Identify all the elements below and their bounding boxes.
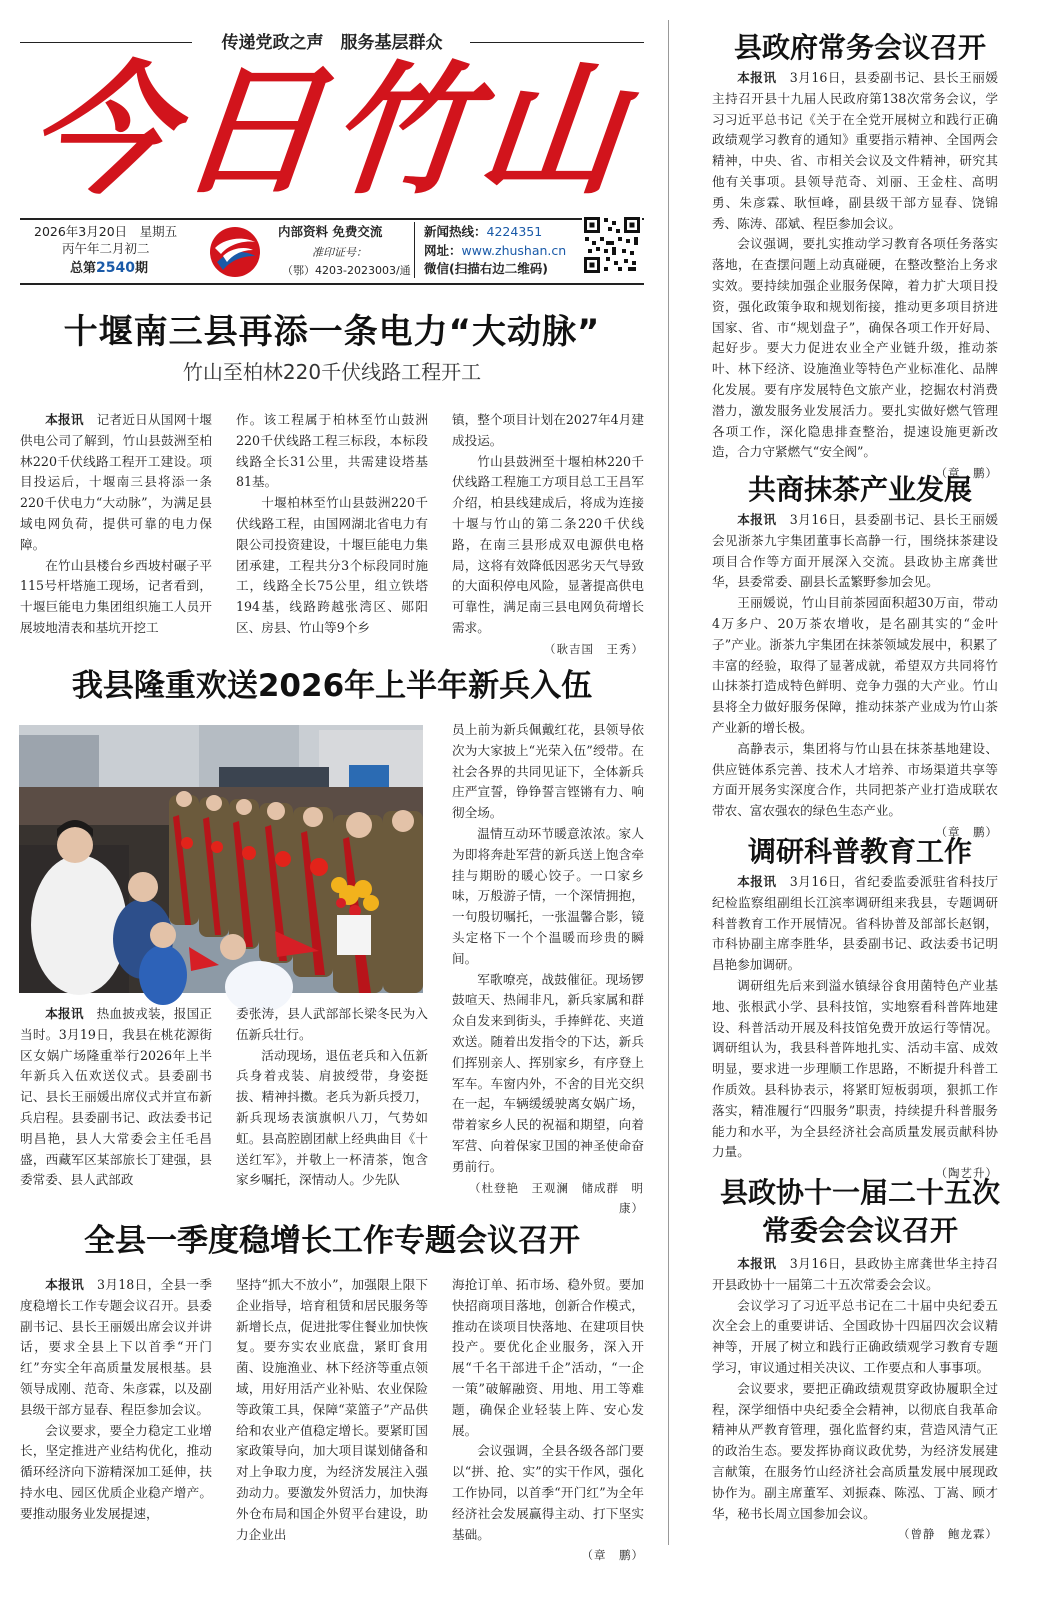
issue-suffix: 期 (134, 261, 148, 276)
masthead-title: 今日竹山 (21, 48, 639, 214)
article1-text-2: 在竹山县楼台乡西坡村碾子平115号杆塔施工现场，记者看到，十堰巨能电力集团组织施工人员开展坡地清表和基坑开挖工 (20, 557, 212, 635)
article3-text-5: 会议强调，全县各级各部门要以“拼、抢、实”的实干作风，强化工作协同，以首季“开门红”为全年经济社会发展赢得主动、打下坚实基础。 (452, 1443, 644, 1542)
article2-byline: （杜登艳 王观澜 储成群 明康） (469, 1180, 644, 1216)
article4-headline: 县政府常务会议召开 (733, 31, 986, 64)
article3-byline: （章 鹏） (581, 1548, 644, 1563)
article2-text-5: 员上前为新兵佩戴红花，县领导依次为大家披上“光荣入伍”绶带。在社会各界的共同见证下，全体新兵庄严宣誓，铮铮誓言铿锵有力、响彻全场。 (452, 722, 644, 821)
article2-column-1 (20, 1004, 212, 1190)
issue-prefix: 总第 (70, 261, 97, 276)
article7-headline-line1: 县政协十一届二十五次 (719, 1176, 1000, 1209)
article1-headline: 十堰南三县再添一条电力“大动脉” (63, 312, 601, 352)
article3-text-2: 会议要求，要全力稳定工业增长，坚定推进产业结构优化，推动循环经济向下游精深加工延伸，扶持水电、园区优质企业稳产增产。要推动服务业发展提速， (20, 1422, 212, 1521)
article6-text-2: 调研组先后来到溢水镇绿谷食用菌特色产业基地、张根武小学、县科技馆，实地察看科普阵地建设、科普活动开展及科技馆免费开放运行等情况。调研组认为，我县科普阵地扎实、活动丰富、成效明显，要求进一步理顺工作思路，不断提升科普工作质效。县科协表示，将紧盯短板弱项，狠抓工作落实，精准履行“四服务”职责，持续提升科普服务能力和水平，为全县经济社会高质量发展贡献科协力量。 (712, 977, 998, 1160)
article1-column-1 (20, 410, 213, 635)
article1-text-5: 镇，整个项目计划在2027年4月建成投运。 (452, 412, 644, 448)
hotline-label: 新闻热线： (424, 224, 487, 239)
article1-column-2 (236, 410, 428, 635)
right-column-divider (668, 20, 669, 1545)
issue-number (70, 260, 148, 277)
article2-column-2 (236, 1004, 428, 1190)
article2-column-3 (452, 720, 644, 1216)
lunar-date: 丙午年二月初二 (62, 241, 150, 256)
hotline-number: 4224351 (486, 224, 543, 239)
article7-text-3: 会议要求，要把正确政绩观贯穿政协履职全过程，深学细悟中央纪委全会精神，以彻底自我革命精神从严教育管理，强化监督约束，营造风清气正的政治生态。要发挥协商议政优势，为经济发展建言献策，在服务竹山经济社会高质量发展中展现政协作为。副主席董军、刘振森、陈泓、丁嵩、顾才华，秘书长周立国参加会议。 (712, 1380, 998, 1521)
permit-label: 准印证号： (312, 246, 367, 259)
article7-headline-line2: 常委会会议召开 (761, 1214, 958, 1247)
issue-date: 2026年3月20日 星期五 (34, 224, 178, 239)
article1-byline: （耿吉国 王秀） (544, 641, 644, 656)
info-top-rule (20, 218, 644, 220)
article4-text-1: 3月16日，县委副书记、县长王丽媛主持召开县十九届人民政府第138次常务会议，学习习近平总书记《关于在全党开展树立和践行正确政绩观学习教育的通知》重要指示精神、全国两会精神，中央、省、市相关会议及文件精神，研究其他有关事项。县领导范奇、刘丽、王金柱、高明勇、朱彦霖、耿恒峰，副县级干部方显春、饶锦秀、陈涛、邵斌、程臣参加会议。 (712, 70, 998, 231)
article5-text-1: 3月16日，县委副书记、县长王丽媛会见浙茶九宇集团董事长高静一行，围绕抹茶建设项目合作等方面开展深入交流。县政协主席龚世华，县委常委、副县长孟繁野参加会见。 (712, 512, 998, 590)
permit-number: （鄂）4203-2023003/通 (282, 264, 411, 277)
article5-text-3: 高静表示，集团将与竹山县在抹茶基地建设、供应链体系完善、技术人才培养、市场渠道共享等方面开展务实深度合作，共同把茶产业打造成联农带农、富农强农的绿色生态产业。 (712, 740, 998, 819)
wechat-note: 微信(扫描右边二维码) (424, 261, 548, 276)
county-emblem-icon (209, 226, 261, 278)
article6-body (712, 872, 998, 1181)
recruits-farewell-photo (19, 725, 423, 993)
article5-lead: 本报讯 (737, 512, 777, 527)
article3-text-3: 坚持“抓大不放小”，加强限上限下企业指导，培育租赁和居民服务等新增长点，促进批零住餐业加快恢复。要夯实农业底盘，紧盯食用菌、设施渔业、林下经济等重点领域，用好用活产业补贴、农业保险等政策工具，保障“菜篮子”产品供给和农业产值稳定增长。要紧盯国家政策导向，加大项目谋划储备和对上争取力度，为经济发展注入强劲动力。要激发外贸活力，加快海外仓布局和国企外贸平台建设，助力企业出 (236, 1277, 428, 1542)
hotline (424, 223, 542, 240)
article1-text-6: 竹山县鼓洲至十堰柏林220千伏线路工程施工方项目总工王昌军介绍，柏县线建成后，将成为连接十堰与竹山的第二条220千伏线路，在南三县形成双电源供电格局，这将有效降低因恶劣天气导致的大面积停电风险，显著提高供电可靠性，满足南三县电网负荷增长需求。 (452, 453, 644, 635)
article1-text-1: 记者近日从国网十堰供电公司了解到，竹山县鼓洲至柏林220千伏线路工程开工建设。项目投运后，十堰南三县将添一条220千伏电力“大动脉”，为满足县域电网负荷，提供可靠的电力保障。 (20, 412, 213, 552)
article3-headline: 全县一季度稳增长工作专题会议召开 (84, 1223, 580, 1259)
article2-text-2: 委张涛，县人武部部长梁冬民为入伍新兵壮行。 (236, 1006, 428, 1042)
article2-headline: 我县隆重欢送2026年上半年新兵入伍 (71, 668, 593, 704)
article1-column-3 (452, 410, 644, 656)
internal-note: 内部资料 免费交流 (278, 224, 383, 239)
article5-headline: 共商抹茶产业发展 (747, 473, 972, 506)
article1-subtitle: 竹山至柏林220千伏线路工程开工 (182, 360, 482, 384)
website (424, 242, 566, 259)
article7-text-1: 3月16日，县政协主席龚世华主持召开县政协十一届第二十五次常委会会议。 (712, 1256, 998, 1292)
article2-text-3: 活动现场，退伍老兵和入伍新兵身着戎装、肩披绶带，身姿挺拔、精神抖擞。老兵为新兵授刀，新兵现场表演旗帜八刀，气势如虹。县高腔剧团献上经典曲目《十送红军》，并敬上一杯清茶，饱含家乡嘱托，深情动人。少先队 (236, 1047, 428, 1188)
article7-byline: （曾静 鲍龙霖） (898, 1527, 998, 1542)
masthead-slogan: 传递党政之声 服务基层群众 (221, 33, 443, 53)
article2-lead: 本报讯 (45, 1006, 84, 1021)
article6-lead: 本报讯 (737, 874, 777, 889)
article1-lead: 本报讯 (45, 412, 84, 427)
masthead-top-rule (20, 42, 192, 43)
article6-text-1: 3月16日，省纪委监委派驻省科技厅纪检监察组副组长江滨率调研组来我县，专题调研科普教育工作开展情况。省科协普及部部长赵钢，市科协副主席李胜华，县委副书记、政法委书记明昌艳参加调研。 (712, 874, 998, 973)
article4-body (712, 68, 998, 481)
article3-column-2 (236, 1275, 428, 1543)
website-url[interactable]: www.zhushan.cn (461, 243, 567, 258)
article3-lead: 本报讯 (45, 1277, 85, 1292)
article2-text-7: 军歌嘹亮，战鼓催征。现场锣鼓喧天、热闹非凡，新兵家属和群众自发来到街头，手捧鲜花、夹道欢送。随着出发指令的下达，新兵们挥别亲人、挥别家乡，有序登上军车。车窗内外，不舍的目光交织在一起，车辆缓缓驶离女娲广场，带着家乡人民的祝福和期望，向着军营、向着保家卫国的神圣使命奋勇前行。 (452, 971, 644, 1174)
website-label: 网址： (424, 243, 462, 258)
masthead-top-rule-right (470, 42, 644, 43)
article5-text-2: 王丽媛说，竹山目前茶园面积超30万亩，带动4万多户、20万茶农增收，是名副其实的“金叶子”产业。浙茶九宇集团在抹茶领域发展中，积累了丰富的经验，取得了显著成就，希望双方共同将竹山抹茶打造成特色鲜明、竞争力强的大产业。竹山县将全力做好服务保障，推动抹茶产业成为竹山茶产业新的增长极。 (712, 595, 998, 735)
qr-code-icon[interactable] (582, 215, 642, 275)
article1-text-3: 作。该工程属于柏林至竹山鼓洲220千伏线路工程三标段，本标段线路全长31公里，共需建设塔基81基。 (236, 412, 428, 490)
photo-illustration (19, 725, 423, 993)
article2-text-1: 热血披戎装，报国正当时。3月19日，我县在桃花源街区女娲广场隆重举行2026年上半年新兵入伍欢送仪式。县委副书记、县长王丽媛出席仪式并宣布新兵启程。县委副书记、政法委书记明昌艳，县人大常委会主任毛昌盛，西藏军区某部旅长丁建强，县委常委、县人武部政 (20, 1006, 213, 1188)
info-divider (414, 222, 415, 278)
article5-body (712, 510, 998, 839)
article7-lead: 本报讯 (737, 1256, 777, 1271)
article5-byline: （章 鹏） (935, 824, 998, 839)
info-bottom-rule (20, 283, 644, 285)
article3-text-4: 海抢订单、拓市场、稳外贸。要加快招商项目落地，创新合作模式，推动在谈项目快落地、在建项目快投产。要优化企业服务，深入开展“千名干部进千企”活动，“一企一策”破解融资、用地、用工等难题，确保企业轻装上阵、安心发展。 (452, 1277, 644, 1438)
article3-column-3 (452, 1275, 644, 1563)
article3-column-1 (20, 1275, 212, 1543)
article2-text-6: 温情互动环节暖意浓浓。家人为即将奔赴军营的新兵送上饱含牵挂与期盼的暖心饺子。一口家乡味，万般游子情，一个深情拥抱，一句殷切嘱托，一张温馨合影，镜头定格下一个个温暖而珍贵的瞬间。 (452, 825, 644, 966)
issue-number-value: 2540 (96, 260, 135, 276)
article3-text-1: 3月18日，全县一季度稳增长工作专题会议召开。县委副书记、县长王丽媛出席会议并讲话，要求全县上下以首季“开门红”夯实全年高质量发展根基。县领导成刚、范奇、朱彦霖，以及副县级干部方显春、程臣参加会议。 (20, 1277, 213, 1417)
article4-text-2: 会议强调，要扎实推动学习教育各项任务落实落地，在查摆问题上动真碰硬，在整改整治上务求实效。要持续加强企业服务保障，着力扩大项目投资，强化政策争取和规划衔接，推动更多项目挤进国家、省、市“规划盘子”，确保各项工作开好局、起好步。要大力促进农业全产业链升级，推动茶叶、林下经济、设施渔业等特色产业标准化、品牌化发展。要有序发展特色文旅产业，挖掘农村消费潜力，激发服务业发展活力。要扎实做好燃气管理各项工作，深化隐患排查整治，提速设施更新改造，合力守紧燃气“安全阀”。 (712, 236, 998, 460)
article4-byline: （章 鹏） (935, 466, 998, 481)
article6-byline: （陶艺升） (935, 1166, 998, 1181)
article1-text-4: 十堰柏林至竹山县鼓洲220千伏线路工程，由国网湖北省电力有限公司投资建设，十堰巨能电力集团承建，工程共分3个标段同时施工，线路全长75公里，组立铁塔194基，线路跨越张湾区、郧阳区、房县、竹山等9个乡 (236, 495, 428, 635)
article7-text-2: 会议学习了习近平总书记在二十届中央纪委五次全会上的重要讲话、全国政协十四届四次会议精神等，开展了树立和践行正确政绩观学习教育专题学习，审议通过相关决议、工作要点和人事事项。 (712, 1297, 998, 1375)
article7-body (712, 1254, 998, 1544)
article4-lead: 本报讯 (737, 70, 777, 85)
article6-headline: 调研科普教育工作 (747, 835, 972, 868)
